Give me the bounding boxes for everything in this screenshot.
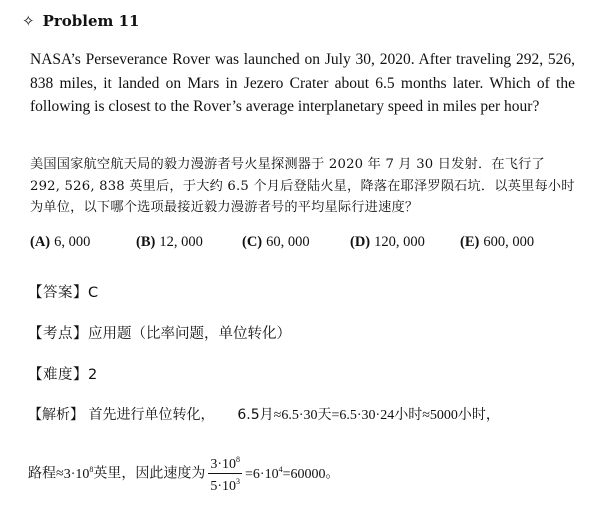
analysis-result: $=6\cdot 10^4=60000$ (245, 464, 326, 482)
analysis-line-2: 路程$\approx 3\cdot 10^8$英里，因此速度为 $\frac{3\cdot 10^8}{5\cdot 10^3}$ $=6\cdot 10^4=60000$。 (28, 452, 340, 495)
choice-d: (D) 120, 000 (350, 234, 425, 250)
kaodian-tag: 【考点】 (28, 326, 88, 342)
analysis-days: 6.5·30天=6.5·30·24小时 (281, 408, 423, 423)
analysis-tag: 【解析】 (28, 407, 84, 423)
answer-tag: 【答案】 (28, 285, 88, 301)
problem-heading (22, 12, 139, 30)
analysis-months: 6.5月 (237, 407, 274, 423)
analysis-distance: $3\cdot 10^8$ (63, 464, 94, 482)
answer-section (28, 281, 98, 302)
analysis-lead: 首先进行单位转化， (88, 407, 215, 423)
problem-label: Problem 11 (42, 12, 140, 30)
analysis-distance-label: 路程 (28, 465, 56, 482)
kaodian-section (28, 322, 291, 343)
diamond-icon: ✧ (22, 12, 35, 30)
analysis-line-1: 【解析】 首先进行单位转化， 6.5月≈6.5·30天=6.5·30·24小时≈5000小时， (28, 407, 500, 423)
analysis-speed-label: 英里，因此速度为 (93, 465, 206, 482)
question-english: NASA’s Perseverance Rover was launched on July 30, 2020. After traveling 292, 526, 838 miles, it landed on Mars in Jezero Crater about 6.5 months later. Which of the following is closest to the Rover’s average interplanetary speed in miles per hour? (30, 51, 575, 115)
analysis-hours: 5000小时， (429, 408, 500, 423)
difficulty-section (28, 363, 97, 384)
choice-e: (E) 600, 000 (460, 234, 535, 250)
speed-fraction: $\frac{3\cdot 10^8}{5\cdot 10^3}$ (208, 452, 242, 495)
difficulty-value: 2 (88, 367, 98, 383)
kaodian-value: 应用题（比率问题，单位转化） (88, 326, 291, 342)
choice-c: (C) 60, 000 (242, 234, 310, 250)
choice-a: (A) 6, 000 (30, 234, 91, 250)
answer-value: C (88, 285, 99, 301)
question-chinese: 美国国家航空航天局的毅力漫游者号火星探测器于 2020 年 7 月 30 日发射．在飞行了 292, 526, 838 英里后，于大约 6.5 个月后登陆火星，降落在耶泽罗陨石坑．以英里每小时为单位，以下哪个选项最接近毅力漫游者号的平均星际行进速度？ (30, 157, 575, 215)
choice-b: (B) 12, 000 (136, 234, 203, 250)
difficulty-tag: 【难度】 (28, 367, 88, 383)
